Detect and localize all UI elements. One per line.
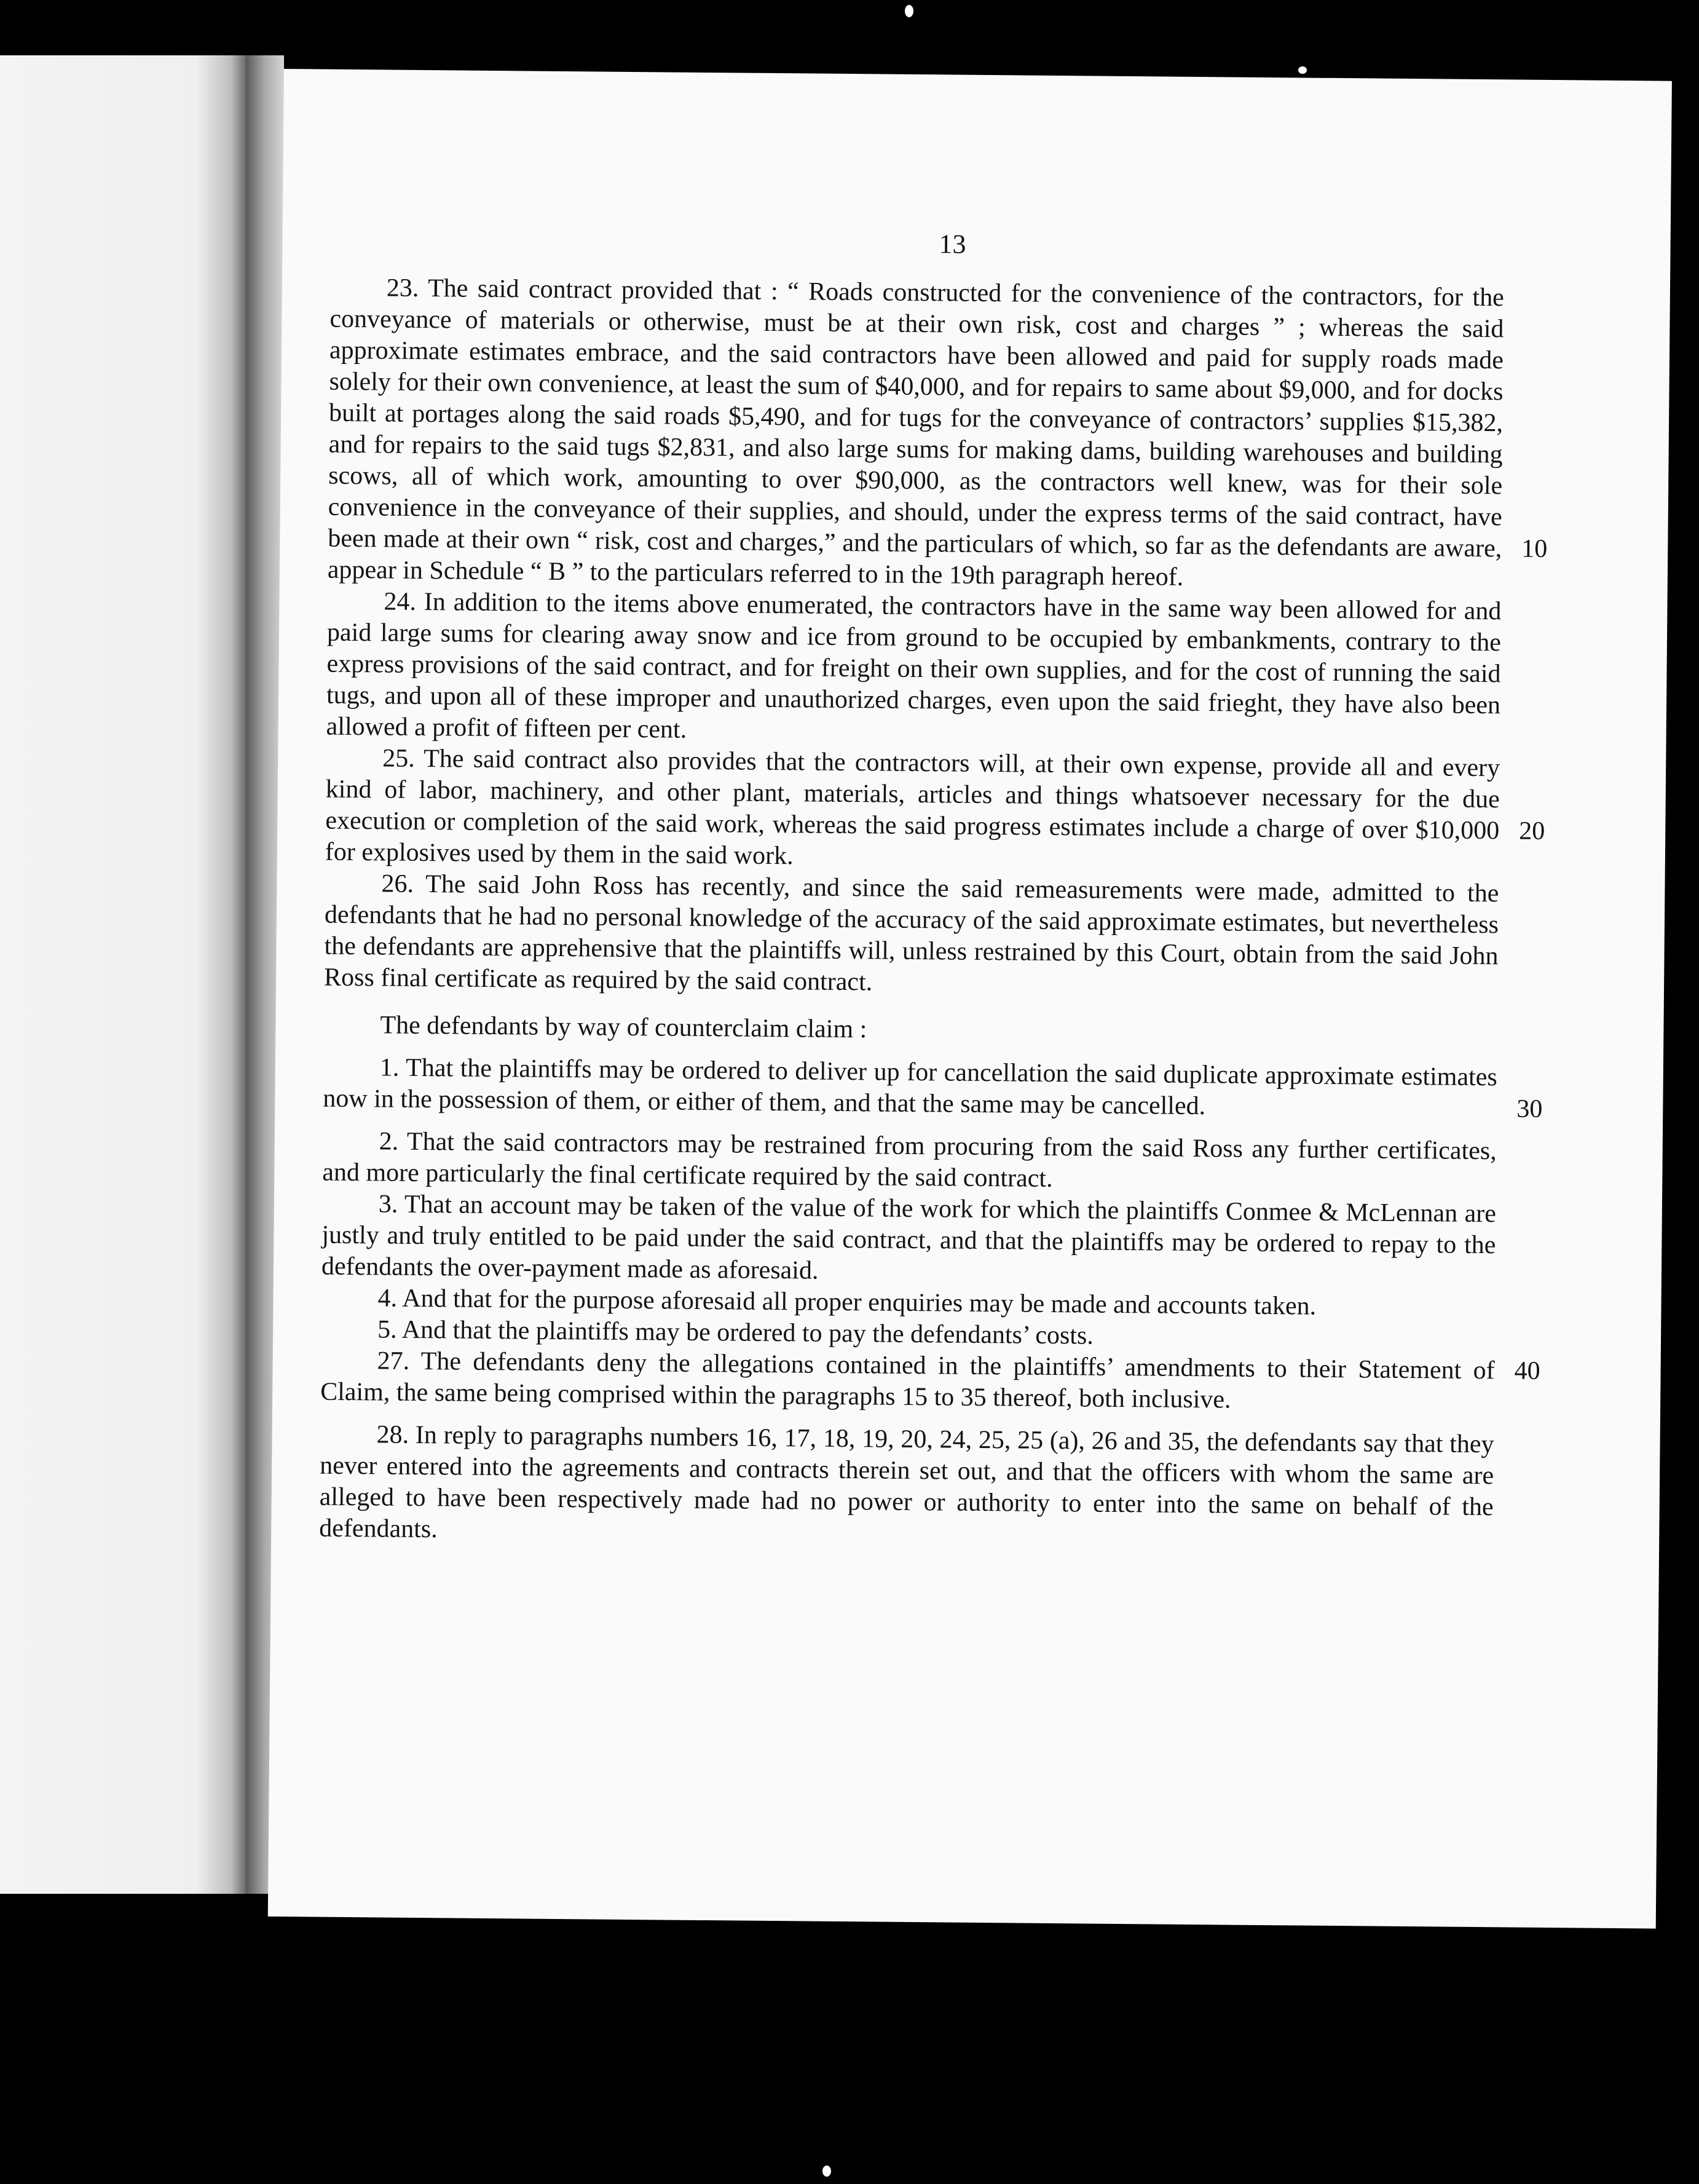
paragraph-27: 27. The defendants deny the allegations contained in the plaintiffs’ amendments to their Statement of Claim, the same being comprised within the paragraphs 15 to 35 thereof, both inclusive. 40	[320, 1347, 1540, 1414]
claim-item-5: 5. And that the plaintiffs may be ordered to pay the defendants’ costs.	[377, 1315, 1094, 1350]
document-body	[319, 272, 1548, 1555]
scan-speck	[1298, 66, 1307, 74]
document-page	[268, 69, 1672, 1929]
facing-page	[0, 55, 246, 1894]
line-number-30: 30	[1516, 1094, 1543, 1123]
counterclaim-heading: The defendants by way of counterclaim claim :	[380, 1011, 867, 1044]
line-number-40: 40	[1514, 1356, 1540, 1385]
line-number-10: 10	[1521, 534, 1548, 563]
scan-speck	[905, 5, 913, 17]
page-number: 13	[939, 229, 966, 259]
line-number-20: 20	[1519, 817, 1545, 845]
paragraph-23: 23. The said contract provided that : “ Roads constructed for the convenience of the contractors, for the conveyance of materials or otherwise, must be at their own risk, cost and charges ” ; whereas the said approximate estimates embrace, and the said contractors have been allowed and paid for supply roads made solely for their own convenience, at least the sum of $40,000, and for repairs to same about $9,000, and for docks built at portages along the said roads $5,490, and for tugs for the conveyance of contractors’ supplies $15,382, and for repairs to the said tugs $2,831, and also large sums for making dams, building warehouses and building scows, all of which work, amounting to over $90,000, as the contractors well knew, was for their sole convenience in the conveyance of their supplies, and should, under the express terms of the said contract, have been made at their own “ risk, cost and charges,” and the particulars of which, so far as the defendants are aware, appear in Schedule “ B ” to the particulars referred to in the 19th paragraph hereof. 10	[327, 274, 1548, 592]
claim-item-1: 1. That the plaintiffs may be ordered to deliver up for cancellation the said duplicate approximate estimates now in the possession of them, or either of them, and that the same may be cancelled. 30	[323, 1052, 1497, 1125]
paragraph-25: 25. The said contract also provides that the contractors will, at their own expense, provide all and every kind of labor, machinery, and other plant, materials, articles and things whatsoever necessary for the due execution or completion of the said work, whereas the said progress estimates include a charge of over $10,000 for explosives used by them in the said work. 20	[325, 744, 1545, 871]
paragraph-28: 28. In reply to paragraphs numbers 16, 17, 18, 19, 20, 24, 25, 25 (a), 26 and 35, the defendants say that they never entered into the agreements and contracts therein set out, and that the officers with whom the same are alleged to have been respectively made had no power or authority to enter into the same on behalf of the defendants.	[319, 1420, 1494, 1544]
claim-item-4: 4. And that for the purpose aforesaid all proper enquiries may be made and accounts taken.	[377, 1284, 1317, 1321]
claim-item-2: 2. That the said contractors may be restrained from procuring from the said Ross any further certificates, and more particularly the final certificate required by the said contract.	[322, 1127, 1497, 1193]
scan-speck	[822, 2166, 831, 2177]
paragraph-24: 24. In addition to the items above enumerated, the contractors have in the same way been allowed for and paid large sums for clearing away snow and ice from ground to be occupied by embankments, contrary to the express provisions of the said contract, and for freight on their own supplies, and for the cost of running the said tugs, and upon all of these improper and unauthorized charges, even upon the said frieght, they have also been allowed a profit of fifteen per cent.	[326, 587, 1502, 744]
paragraph-26: 26. The said John Ross has recently, and since the said remeasurements were made, admitted to the defendants that he had no personal knowledge of the accuracy of the said approximate estimates, but nevertheless the defendants are apprehensive that the plaintiffs will, unless restrained by this Court, obtain from the said John Ross final certificate as required by the said contract.	[323, 869, 1499, 997]
claim-item-3: 3. That an account may be taken of the value of the work for which the plaintiffs Conmee & McLennan are justly and truly entitled to be paid under the said contract, and that the plaintiffs may be ordered to repay to the defendants the over-payment made as aforesaid.	[321, 1190, 1497, 1285]
